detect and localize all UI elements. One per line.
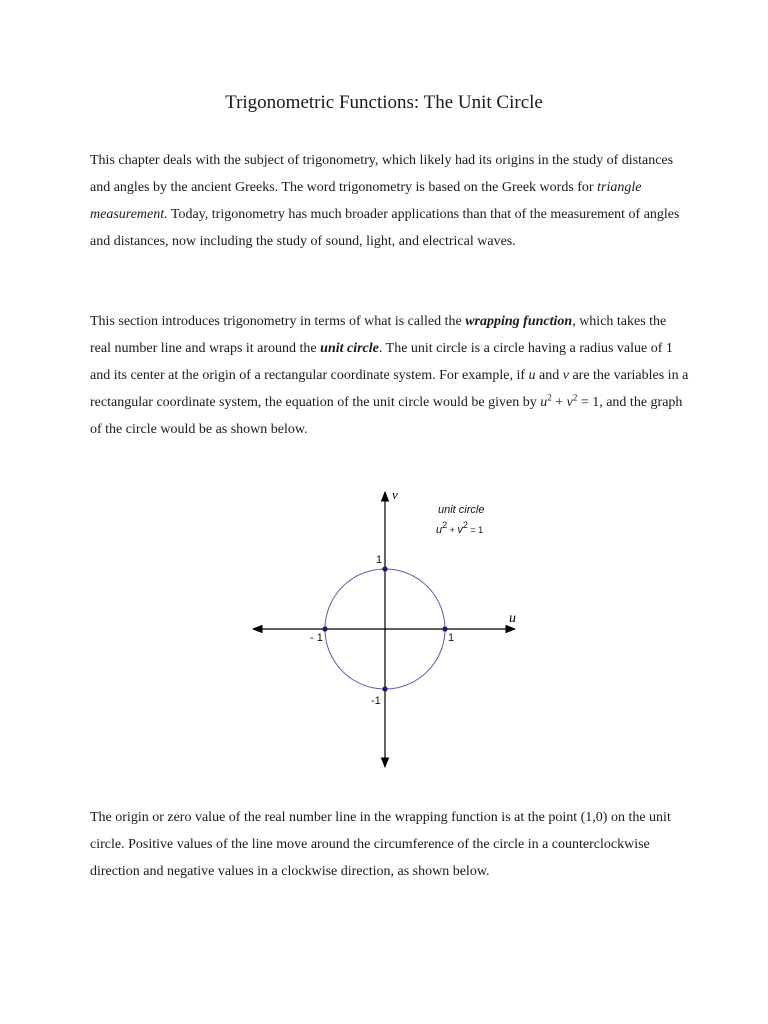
intro-emphasis: triangle measurement. <box>90 180 642 222</box>
p2-text-1: This section introduces trigonometry in terms of what is called the <box>90 314 466 329</box>
caption-equation <box>436 520 483 536</box>
term-wrapping-function: wrapping function <box>465 314 573 329</box>
point-bottom <box>382 686 387 691</box>
equation-exponent-1: 2 <box>547 392 552 403</box>
caption-exponent-1: 2 <box>442 520 448 530</box>
equation-plus: + <box>551 395 567 410</box>
p2-text-5: are the variables in a rectangular coordinate system, the equation of the unit circle would be given by <box>90 368 689 410</box>
point-top <box>382 566 387 571</box>
equation-v: v <box>566 395 573 410</box>
intro-text-2: Today, trigonometry has much broader applications than that of the measurement of angles and distances, now including the study of sound, light, and electrical waves. <box>90 207 680 249</box>
page-title: Trigonometric Functions: The Unit Circle <box>225 92 543 113</box>
tick-label-left: - 1 <box>310 632 323 644</box>
caption-v: v <box>457 524 463 536</box>
equation-rest: = 1 <box>577 395 600 410</box>
p2-text-2: , which takes the real number line and wraps it around the <box>90 314 667 356</box>
p2-text-6: , and the graph of the circle would be as shown below. <box>90 395 683 437</box>
caption-plus: + <box>447 525 458 535</box>
p2-text-4: and <box>535 368 563 383</box>
tick-label-top: 1 <box>376 554 383 566</box>
caption-u: u <box>436 524 443 536</box>
term-unit-circle: unit circle <box>320 341 379 356</box>
equation-u: u <box>540 395 548 410</box>
tick-label-right: 1 <box>448 632 455 644</box>
caption-exponent-2: 2 <box>462 520 468 530</box>
tick-label-bottom: -1 <box>371 695 381 707</box>
variable-u: u <box>528 368 536 383</box>
point-left <box>322 626 327 631</box>
origin-paragraph: The origin or zero value of the real number line in the wrapping function is at the point (1,0) on the unit circle. Positive values of the line move around the circumference of the circle in a counterclockwise direction and negative values in a clockwise direction, as shown below. <box>90 810 671 879</box>
caption-title: unit circle <box>438 504 485 516</box>
caption-equals-one: = 1 <box>467 525 484 535</box>
p2-text-3: . The unit circle is a circle having a radius value of 1 and its center at the origin of a rectangular coordinate system. For example, if <box>90 341 673 383</box>
point-right <box>442 626 447 631</box>
equation-exponent-2: 2 <box>572 392 578 403</box>
intro-text-1: This chapter deals with the subject of trigonometry, which likely had its origins in the study of distances and angles by the ancient Greeks. The word trigonometry is based on the Greek words for <box>90 153 674 195</box>
u-axis-label: u <box>509 611 516 626</box>
variable-v: v <box>562 368 569 383</box>
v-axis-label: v <box>392 487 398 502</box>
